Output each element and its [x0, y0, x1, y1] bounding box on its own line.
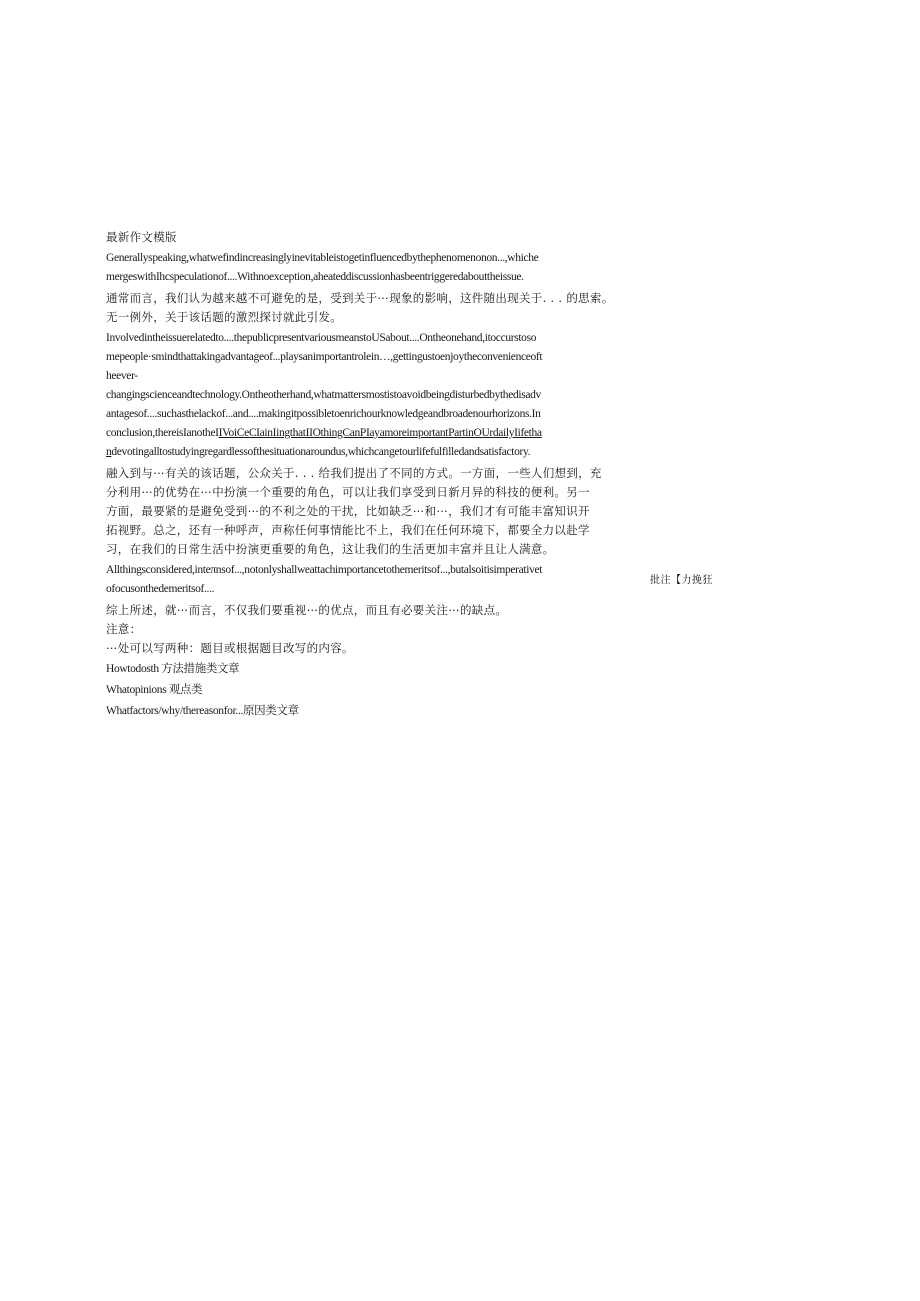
article-type-item: Whatopinions 观点类: [106, 684, 203, 696]
paragraph-intro-english: [106, 249, 618, 287]
article-type-item: Whatfactors/why/thereasonfor...原因类文章: [106, 705, 299, 717]
note-label: 注意：: [106, 622, 142, 636]
text-line: Generallyspeaking,whatwefindincreasinglyinevitableistogetinfluencedbythephenomenonon...,whiche: [106, 252, 539, 264]
paragraph-body-english: [106, 329, 618, 462]
text-line: [106, 424, 618, 443]
text-line: 综上所述，就⋯而言，不仅我们要重视⋯的优点，而且有必要关注⋯的缺点。: [106, 603, 508, 617]
margin-comment[interactable]: 批注【力挽狂: [650, 575, 713, 586]
text-line: 无一例外，关于该话题的激烈探讨就此引发。: [106, 310, 342, 324]
paragraph-body-chinese: [106, 464, 618, 559]
article-type-item: Howtodosth 方法措施类文章: [106, 663, 240, 675]
text-line: mepeople·smindthattakingadvantageof...playsanimportantrolein…,gettingustoenjoytheconvenienceoft: [106, 351, 543, 363]
text-line: 拓视野。总之，还有一种呼声，声称任何事情能比不上，我们在任何环境下，都要全力以赴学: [106, 523, 590, 537]
paragraph-intro-chinese: [106, 289, 618, 327]
paragraph-conclusion-english: [106, 561, 618, 599]
note-text: ⋯处可以写两种：题目或根据题目改写的内容。: [106, 641, 354, 655]
article-type-list: [106, 660, 618, 721]
text-line: changingscienceandtechnology.Ontheotherhand,whatmattersmostistoavoidbeingdisturbedbythedisadv: [106, 389, 541, 401]
text-line: heever-: [106, 370, 138, 382]
underlined-text: IVoiCeCIainIingthatIIOthingCanPIayamoreimportantPartinOUrdailyIifetha: [218, 427, 542, 439]
document-title: 最新作文模版: [106, 230, 177, 244]
text-line: 分利用⋯的优势在⋯中扮演一个重要的角色，可以让我们享受到日新月异的科技的便利。另一: [106, 485, 590, 499]
text-line: 方面，最要紧的是避免受到⋯的不利之处的干扰，比如缺乏⋯和⋯，我们才有可能丰富知识开: [106, 504, 590, 518]
text-line: 习，在我们的日常生活中扮演更重要的角色，这让我们的生活更加丰富并且让人满意。: [106, 542, 555, 556]
text-line: Involvedintheissuerelatedto....thepublicpresentvariousmeanstoUSabout....Ontheonehand,itoccurstoso: [106, 332, 537, 344]
text-line: antagesof....suchasthelackof...and....makingitpossibletoenrichourknowledgeandbroadenourhorizons.In: [106, 408, 541, 420]
text-line: Allthingsconsidered,inteπnsof...,notonlyshallweattachimportancetothemeritsof...,butalsoitisimperativet: [106, 564, 543, 576]
paragraph-conclusion-chinese: [106, 601, 618, 620]
text-segment: conclusion,thereisIanotheI: [106, 427, 219, 439]
text-line: mergeswithIhcspeculationof....Withnoexception,aheateddiscussionhasbeentriggeredabouttheissue.: [106, 271, 524, 283]
text-line: 融入到与⋯有关的该话题，公众关于. . . 给我们提出了不同的方式。一方面，一些人们想到，充: [106, 466, 602, 480]
text-line: 通常而言，我们认为越来越不可避免的是，受到关于⋯现象的影响，这件随出现关于. . . 的思索。: [106, 291, 614, 305]
underlined-text: n: [106, 446, 112, 458]
text-line: ofocusonthedemeritsof....: [106, 583, 215, 595]
text-segment: devotingalltostudyingregardlessofthesituationaroundus,whichcangetourlifefulfilledandsatisfactory.: [111, 446, 531, 458]
text-line: [106, 443, 618, 462]
document-body: [106, 228, 618, 721]
